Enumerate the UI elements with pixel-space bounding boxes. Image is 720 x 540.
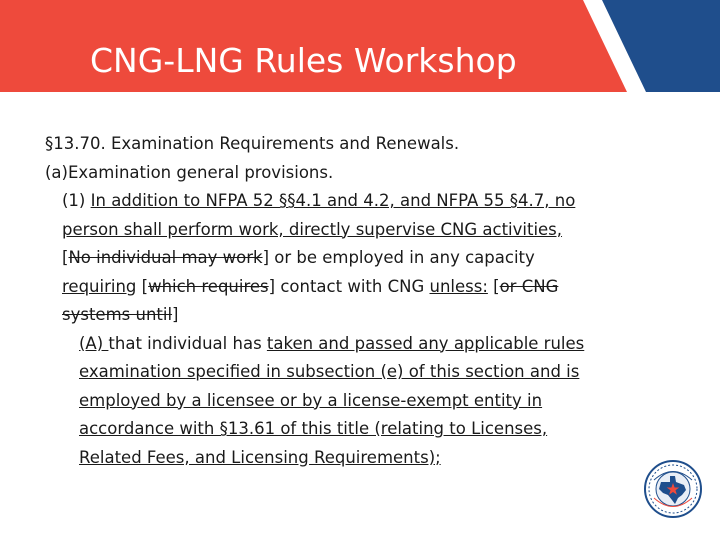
inserted-text: person shall perform work, directly supervise CNG activities, xyxy=(62,219,563,239)
paragraph-a-line-1 xyxy=(45,330,685,359)
paragraph-1-line-1 xyxy=(45,187,685,216)
deleted-text: No individual may work xyxy=(68,248,263,267)
paragraph-a-line-2 xyxy=(45,358,685,387)
texas-railroad-commission-seal-icon xyxy=(644,460,702,518)
paragraph-1-line-5 xyxy=(45,301,685,330)
plain-text: ] contact with CNG xyxy=(268,276,430,296)
slide-body xyxy=(45,130,685,472)
inserted-text: taken and passed any applicable rules xyxy=(266,333,585,353)
plain-text: [ xyxy=(487,276,500,296)
paragraph-1-line-3 xyxy=(45,244,685,273)
paragraph-number: (1) xyxy=(62,191,91,210)
section-heading: §13.70. Examination Requirements and Renewals. xyxy=(45,134,460,153)
subsection-a-heading: (a)Examination general provisions. xyxy=(45,162,334,182)
plain-text: that individual has xyxy=(108,333,267,353)
bracket-close: ] xyxy=(172,305,179,324)
deleted-text: or CNG xyxy=(499,276,559,296)
deleted-text: systems until xyxy=(62,305,173,324)
paragraph-1-line-4 xyxy=(45,273,685,302)
plain-text: [ xyxy=(136,276,149,296)
paragraph-a-line-4 xyxy=(45,415,685,444)
bracket-open: [ xyxy=(62,248,69,267)
inserted-text: unless: xyxy=(429,276,488,296)
inserted-text: accordance with §13.61 of this title (relating to Licenses, xyxy=(79,419,548,438)
paragraph-1-line-2 xyxy=(45,216,685,245)
inserted-text: examination specified in subsection (e) of this section and is xyxy=(79,362,580,381)
inserted-text: employed by a licensee or by a license-exempt entity in xyxy=(79,390,543,410)
deleted-text: which requires xyxy=(148,276,269,296)
inserted-text: (A) xyxy=(79,333,109,353)
page-title: CNG-LNG Rules Workshop xyxy=(90,41,517,80)
paragraph-a-line-3 xyxy=(45,387,685,416)
inserted-text: In addition to NFPA 52 §§4.1 and 4.2, and NFPA 55 §4.7, no xyxy=(90,191,576,210)
inserted-text: Related Fees, and Licensing Requirements); xyxy=(79,447,441,467)
paragraph-a-line-5 xyxy=(45,444,685,473)
inserted-text: requiring xyxy=(62,276,137,296)
plain-text: ] or be employed in any capacity xyxy=(262,248,535,267)
